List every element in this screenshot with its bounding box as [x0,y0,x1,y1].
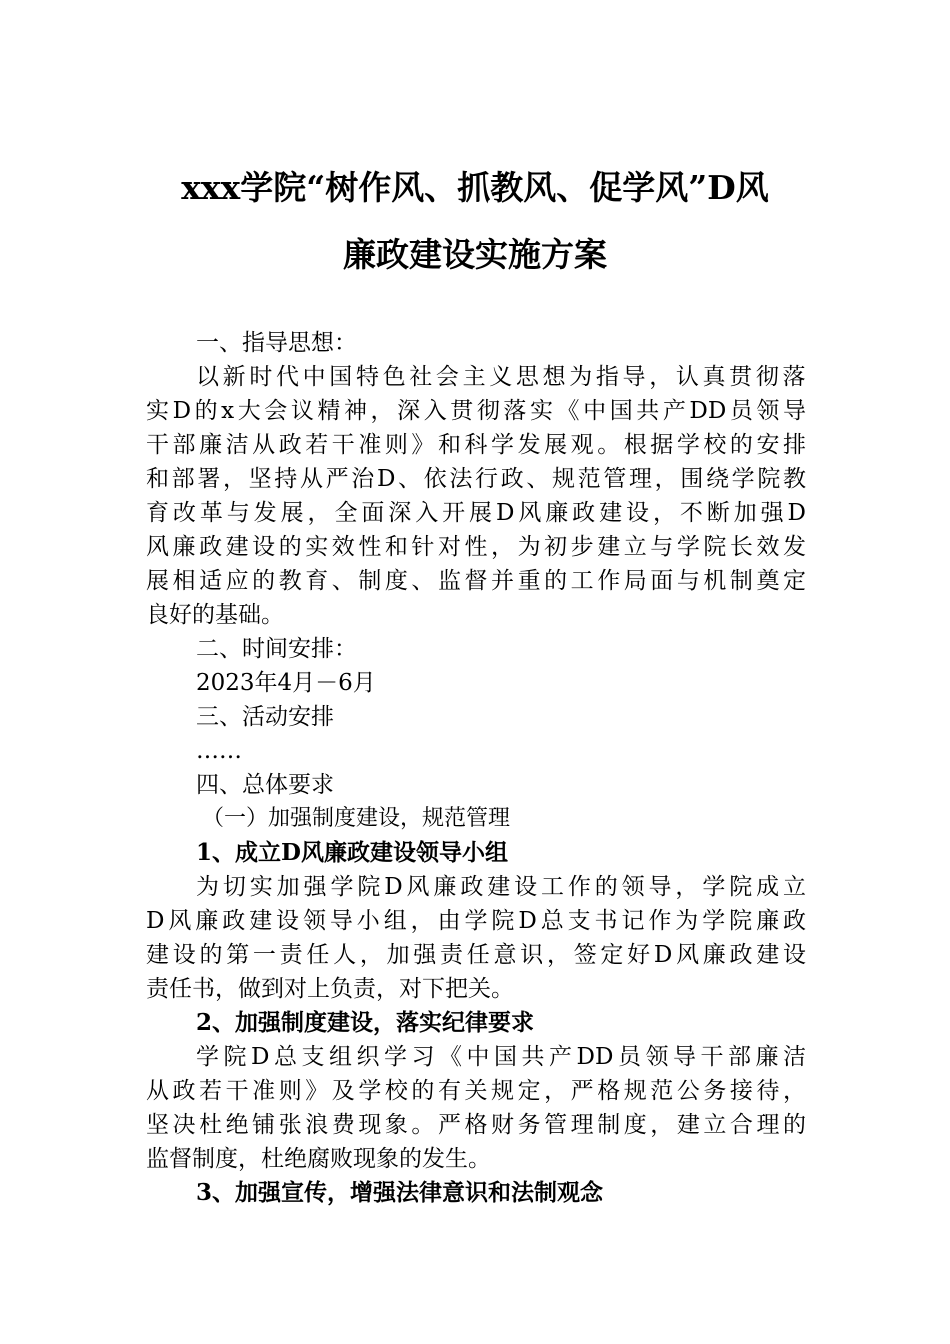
paragraph-line: D风廉政建设领导小组，由学院D总支书记作为学院廉政 [146,908,806,934]
subsection-heading-system-building: （一）加强制度建设，规范管理 [202,806,511,831]
paragraph-line: 学院D总支组织学习《中国共产DD员领导干部廉洁 [196,1044,806,1070]
paragraph-line: 育改革与发展，全面深入开展D风廉政建设，不断加强D [146,500,806,526]
paragraph-line: 以新时代中国特色社会主义思想为指导，认真贯彻落 [196,364,806,390]
paragraph-line: 责任书，做到对上负责，对下把关。 [146,976,514,1002]
paragraph-line: 展相适应的教育、制度、监督并重的工作局面与机制奠定 [146,568,806,594]
paragraph-line: 监督制度，杜绝腐败现象的发生。 [146,1146,491,1172]
section-heading-guiding-thought: 一、指导思想： [196,330,357,356]
paragraph-item-1 [146,870,806,1006]
document-title-line-2: 廉政建设实施方案 [343,235,607,274]
paragraph-line: 为切实加强学院D风廉政建设工作的领导，学院成立 [196,874,806,900]
paragraph-item-2 [146,1040,806,1176]
item-heading-1: 1、成立D风廉政建设领导小组 [196,839,508,866]
paragraph-line: 干部廉洁从政若干准则》和科学发展观。根据学校的安排 [146,432,806,458]
item-heading-2: 2、加强制度建设，落实纪律要求 [196,1009,535,1036]
paragraph-line: 坚决杜绝铺张浪费现象。严格财务管理制度，建立合理的 [146,1112,806,1138]
section-heading-requirements: 四、总体要求 [196,772,334,798]
activities-ellipsis: …… [196,738,242,764]
document-title-line-1: xxx学院“树作风、抓教风、促学风”D风 [181,168,769,207]
item-heading-3: 3、加强宣传，增强法律意识和法制观念 [196,1179,604,1206]
paragraph-line: 建设的第一责任人，加强责任意识，签定好D风廉政建设 [146,942,806,968]
paragraph-line: 良好的基础。 [146,602,284,628]
paragraph-guiding-thought [146,360,806,632]
document-body [146,326,806,1210]
schedule-text: 2023年4月－6月 [196,670,376,696]
section-heading-schedule: 二、时间安排： [196,636,357,662]
section-heading-activities: 三、活动安排 [196,704,334,730]
paragraph-line: 从政若干准则》及学校的有关规定，严格规范公务接待， [146,1078,806,1104]
paragraph-line: 实D的x大会议精神，深入贯彻落实《中国共产DD员领导 [146,398,806,424]
paragraph-line: 风廉政建设的实效性和针对性，为初步建立与学院长效发 [146,534,806,560]
paragraph-line: 和部署，坚持从严治D、依法行政、规范管理，围绕学院教 [146,466,806,492]
